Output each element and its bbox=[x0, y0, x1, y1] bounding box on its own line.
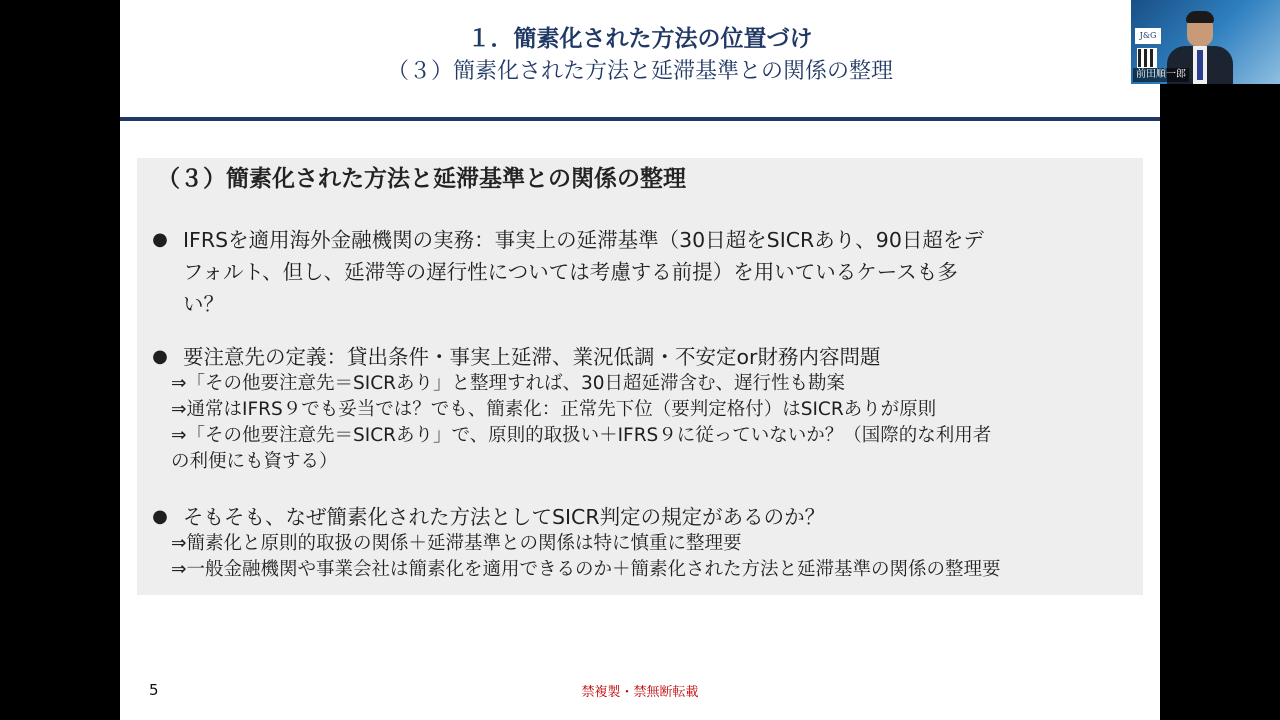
bullet-line: 要注意先の定義：貸出条件・事実上延滞、業況低調・不安定or財務内容問題 bbox=[183, 345, 881, 369]
slide-title: １．簡素化された方法の位置づけ bbox=[467, 26, 813, 52]
bullet-line: い？ bbox=[183, 292, 224, 316]
sub-item-list bbox=[171, 371, 1136, 475]
bullet-text bbox=[183, 341, 1128, 373]
bullet-dot-icon: ● bbox=[152, 346, 168, 367]
qr-code-icon bbox=[1137, 48, 1157, 68]
sub-item: ⇒通常はIFRS９でも妥当では？でも、簡素化：正常先下位（要判定格付）はSICRありが原則 bbox=[171, 399, 937, 420]
slide-title-block bbox=[120, 22, 1160, 88]
bullet-dot-icon: ● bbox=[152, 229, 168, 250]
sub-item: ⇒簡素化と原則的取扱の関係＋延滞基準との関係は特に慎重に整理要 bbox=[171, 533, 742, 554]
bullet-item bbox=[148, 224, 1128, 320]
slide-subtitle: （３）簡素化された方法と延滞基準との関係の整理 bbox=[386, 59, 893, 84]
bullet-line: IFRSを適用海外金融機関の実務：事実上の延滞基準（30日超をSICRあり、90日超をデ bbox=[183, 228, 984, 252]
sub-item: の利便にも資する） bbox=[171, 451, 338, 472]
presenter-tie bbox=[1197, 50, 1203, 80]
webcam-thumbnail[interactable] bbox=[1131, 0, 1280, 84]
slide bbox=[120, 0, 1160, 720]
copyright-notice: 禁複製・禁無断転載 bbox=[581, 685, 699, 700]
company-logo: J&G bbox=[1135, 28, 1161, 44]
sub-item-list bbox=[171, 531, 1136, 583]
bullet-line: フォルト、但し、延滞等の遅行性については考慮する前提）を用いているケースも多 bbox=[183, 260, 958, 284]
bullet-dot-icon: ● bbox=[152, 506, 168, 527]
bullet-text bbox=[183, 224, 1128, 320]
sub-item: ⇒「その他要注意先＝SICRあり」と整理すれば、30日超延滞含む、遅行性も勘案 bbox=[171, 373, 846, 394]
page-number: 5 bbox=[149, 681, 159, 699]
sub-item: ⇒「その他要注意先＝SICRあり」で、原則的取扱い＋IFRS９に従っていないか？（国際的な利用者 bbox=[171, 425, 992, 446]
bullet-text bbox=[183, 501, 1128, 533]
sub-item: ⇒一般金融機関や事業会社は簡素化を適用できるのか＋簡素化された方法と延滞基準の関係の整理要 bbox=[171, 559, 1001, 580]
presenter-hair bbox=[1186, 11, 1214, 23]
panel-heading: （３）簡素化された方法と延滞基準との関係の整理 bbox=[157, 166, 686, 192]
bullet-item bbox=[148, 341, 1128, 373]
title-divider bbox=[120, 117, 1160, 121]
bullet-item bbox=[148, 501, 1128, 533]
presenter-name-label: 前田順一郎 bbox=[1133, 68, 1189, 82]
content-panel bbox=[137, 158, 1143, 595]
bullet-line: そもそも、なぜ簡素化された方法としてSICR判定の規定があるのか？ bbox=[183, 505, 826, 529]
